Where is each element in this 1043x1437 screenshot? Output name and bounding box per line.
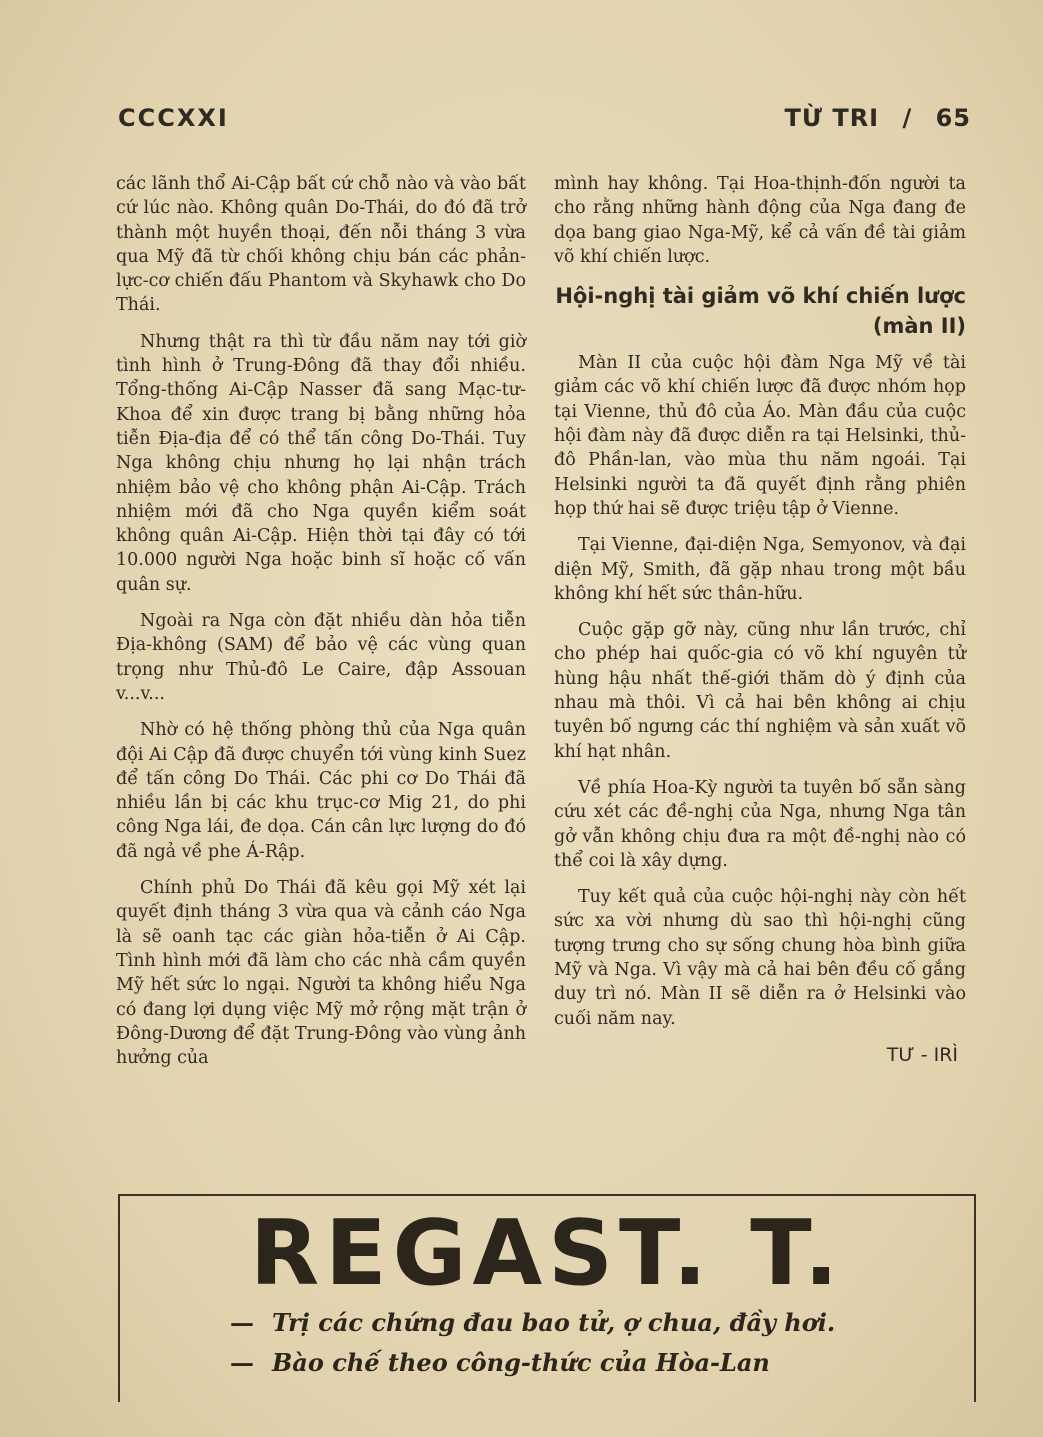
ad-dash: —: [230, 1348, 254, 1377]
ad-line: [230, 1308, 835, 1337]
ad-line-text: Bào chế theo công-thức của Hòa-Lan: [272, 1348, 770, 1377]
header-separator: /: [902, 104, 913, 132]
article-paragraph: Ngoài ra Nga còn đặt nhiều dàn hỏa tiễn Địa-không (SAM) để bảo vệ các vùng quan trọng như Thủ-đô Le Caire, đập Assouan v...v...: [116, 611, 526, 704]
article-paragraph: mình hay không. Tại Hoa-thịnh-đốn người ta cho rằng những hành động của Nga đang đe dọa bang giao Nga-Mỹ, kể cả vấn đề tài giảm võ khí chiến lược.: [554, 174, 966, 267]
left-column: [116, 172, 526, 1082]
article-paragraph: Chính phủ Do Thái đã kêu gọi Mỹ xét lại quyết định tháng 3 vừa qua và cảnh cáo Nga là sẽ oanh tạc các giàn hỏa-tiễn ở Ai Cập. Tình hình mới đã làm cho các nhà cầm quyền Mỹ hết sức lo ngại. Người ta không hiểu Nga có đang lợi dụng việc Mỹ mở rộng mặt trận ở Đông-Dương để đặt Trung-Đông vào vùng ảnh hưởng của: [116, 878, 526, 1069]
article-paragraph: các lãnh thổ Ai-Cập bất cứ chỗ nào và vào bất cứ lúc nào. Không quân Do-Thái, do đó đã trở thành một huyền thoại, đến nỗi tháng 3 vừa qua Mỹ đã từ chối không chịu bán các phản-lực-cơ chiến đấu Phantom và Skyhawk cho Do Thái.: [116, 174, 526, 316]
ad-line-text: Trị các chứng đau bao tử, ợ chua, đầy hơi.: [272, 1308, 836, 1337]
page-number: 65: [935, 104, 971, 132]
page-header: [118, 104, 971, 140]
article-paragraph: Nhờ có hệ thống phòng thủ của Nga quân đội Ai Cập đã được chuyển tới vùng kinh Suez để tấn công Do Thái. Các phi cơ Do Thái đã nhiều lần bị các khu trục-cơ Mig 21, do phi công Nga lái, đe dọa. Cán cân lực lượng do đó đã ngả về phe Á-Rập.: [116, 720, 526, 862]
article-paragraph: Màn II của cuộc hội đàm Nga Mỹ về tài giảm các võ khí chiến lược đã được nhóm họp tại Vienne, thủ đô của Áo. Màn đầu của cuộc hội đàm này đã được diễn ra tại Helsinki, thủ-đô Phần-lan, vào mùa thu năm ngoái. Tại Helsinki người ta đã quyết định rằng phiên họp thứ hai sẽ được triệu tập ở Vienne.: [554, 353, 966, 519]
ad-line: [230, 1348, 770, 1377]
ad-dash: —: [230, 1308, 254, 1337]
article-paragraph: Tuy kết quả của cuộc hội-nghị này còn hết sức xa vời nhưng dù sao thì hội-nghị cũng tượng trưng cho sự sống chung hòa bình giữa Mỹ và Nga. Vì vậy mà cả hai bên đều cố gắng duy trì nó. Màn II sẽ diễn ra ở Helsinki vào cuối năm nay.: [554, 887, 966, 1029]
section-heading: Hội-nghị tài giảm võ khí chiến lược (màn II): [555, 284, 966, 339]
article-paragraph: Về phía Hoa-Kỳ người ta tuyên bố sẵn sàng cứu xét các đề-nghị của Nga, nhưng Nga tân gở vẫn không chịu đưa ra một đề-nghị nào có thể coi là xây dựng.: [554, 777, 966, 871]
article-paragraph: Nhưng thật ra thì từ đầu năm nay tới giờ tình hình ở Trung-Đông đã thay đổi nhiều. Tổng-thống Ai-Cập Nasser đã sang Mạc-tư-Khoa để xin được trang bị bằng những hỏa tiễn Địa-địa để có thể tấn công Do-Thái. Tuy Nga không chịu nhưng họ lại nhận trách nhiệm bảo vệ cho không phận Ai-Cập. Trách nhiệm mới đã cho Nga quyền kiểm soát không quân Ai-Cập. Hiện thời tại đây có tới 10.000 người Nga hoặc binh sĩ hoặc cố vấn quân sự.: [116, 331, 526, 595]
advertisement-box: [118, 1194, 976, 1402]
ad-brand-name: REGAST. T.: [249, 1201, 845, 1306]
section-name: TỪ TRI: [784, 104, 880, 132]
article-paragraph: Tại Vienne, đại-diện Nga, Semyonov, và đại diện Mỹ, Smith, đã gặp nhau trong một bầu không khí hết sức thân-hữu.: [554, 535, 966, 604]
author-signature: TƯ - IRÌ: [886, 1043, 958, 1066]
article-paragraph: Cuộc gặp gỡ này, cũng như lần trước, chỉ cho phép hai quốc-gia có võ khí nguyên tử hùng hậu nhất thế-giới thăm dò ý định của nhau mà thôi. Vì cả hai bên không ai chịu tuyên bố ngưng các thí nghiệm và sản xuất võ khí hạt nhân.: [554, 620, 966, 762]
issue-number: CCCXXI: [118, 104, 229, 132]
header-right: [771, 104, 971, 132]
right-column: [554, 172, 966, 1067]
